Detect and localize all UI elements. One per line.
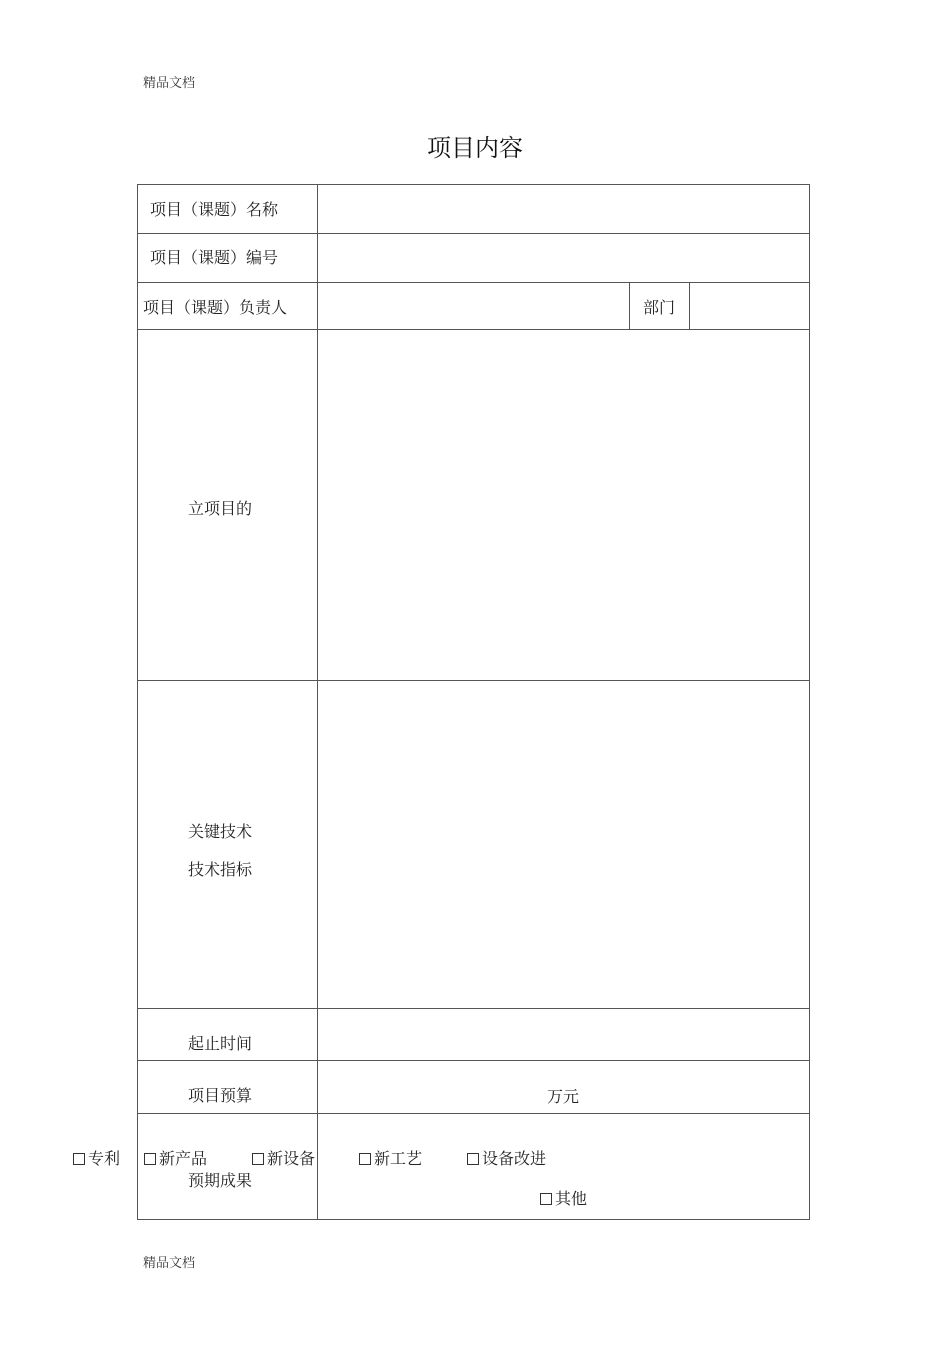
new-equipment-checkbox[interactable]: 新设备 bbox=[252, 1146, 315, 1169]
row-divider bbox=[137, 282, 810, 283]
new-product-checkbox[interactable]: 新产品 bbox=[144, 1146, 207, 1169]
key-technology-label: 关键技术 bbox=[188, 822, 253, 841]
checkbox-icon bbox=[252, 1153, 264, 1165]
patent-checkbox[interactable]: 专利 bbox=[73, 1146, 120, 1169]
row-divider bbox=[137, 680, 810, 681]
page-header: 精品文档 bbox=[143, 76, 196, 91]
checkbox-icon bbox=[144, 1153, 156, 1165]
budget-label: 项目预算 bbox=[188, 1086, 253, 1105]
row-divider bbox=[137, 1060, 810, 1061]
row-divider bbox=[137, 329, 810, 330]
expected-outcome-label: 预期成果 bbox=[188, 1171, 253, 1190]
row-divider bbox=[137, 1008, 810, 1009]
checkbox-icon bbox=[540, 1193, 552, 1205]
period-label: 起止时间 bbox=[188, 1034, 253, 1053]
checkbox-icon bbox=[73, 1153, 85, 1165]
page-footer: 精品文档 bbox=[143, 1256, 196, 1271]
department-label: 部门 bbox=[643, 298, 676, 317]
budget-unit: 万元 bbox=[547, 1087, 580, 1106]
row-divider bbox=[137, 233, 810, 234]
checkbox-icon bbox=[359, 1153, 371, 1165]
page-title: 项目内容 bbox=[427, 134, 523, 162]
project-number-label: 项目（课题）编号 bbox=[150, 248, 279, 267]
other-checkbox[interactable]: 其他 bbox=[540, 1186, 587, 1209]
equipment-improvement-checkbox[interactable]: 设备改进 bbox=[467, 1146, 546, 1169]
project-name-label: 项目（课题）名称 bbox=[150, 200, 279, 219]
technical-index-label: 技术指标 bbox=[188, 860, 253, 879]
checkbox-icon bbox=[467, 1153, 479, 1165]
column-divider bbox=[689, 282, 690, 329]
column-divider bbox=[629, 282, 630, 329]
project-purpose-label: 立项目的 bbox=[188, 499, 253, 518]
project-leader-label: 项目（课题）负责人 bbox=[143, 298, 288, 317]
project-table bbox=[137, 184, 810, 1220]
column-divider bbox=[317, 184, 318, 1220]
new-process-checkbox[interactable]: 新工艺 bbox=[359, 1146, 422, 1169]
row-divider bbox=[137, 1113, 810, 1114]
